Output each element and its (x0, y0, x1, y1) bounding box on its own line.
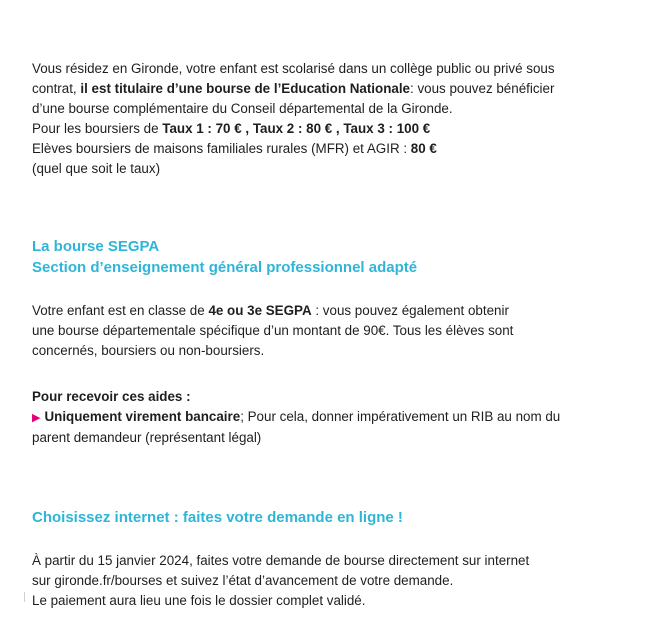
segpa-heading-line-2: Section d’enseignement général professionnel adapté (32, 259, 418, 276)
segpa-line-3: concernés, boursiers ou non-boursiers. (32, 343, 265, 358)
aides-title (32, 387, 632, 407)
segpa-line-1-end: : vous pouvez également obtenir (311, 303, 509, 318)
intro-line-5-start: Elèves boursiers de maisons familiales rurales (MFR) et AGIR : (32, 141, 411, 156)
internet-line-1: À partir du 15 janvier 2024, faites votre demande de bourse directement sur internet (32, 553, 530, 568)
segpa-paragraph (32, 301, 632, 361)
intro-line-5 (32, 139, 632, 159)
internet-line-2: sur gironde.fr/bourses et suivez l’état d’avancement de votre demande. (32, 573, 454, 588)
internet-paragraph (32, 551, 632, 611)
intro-line-1: Vous résidez en Gironde, votre enfant est scolarisé dans un collège public ou privé sous (32, 61, 555, 76)
intro-line-6: (quel que soit le taux) (32, 161, 161, 176)
segpa-classes: 4e ou 3e SEGPA (208, 303, 312, 318)
segpa-line-1 (32, 301, 632, 321)
segpa-heading (32, 236, 417, 278)
intro-line-3: d’une bourse complémentaire du Conseil départemental de la Gironde. (32, 101, 453, 116)
intro-line-4 (32, 119, 632, 139)
intro-line-2-start: contrat, (32, 81, 81, 96)
aides-line-1-end: ; Pour cela, donner impérativement un RIB au nom du (240, 409, 561, 424)
intro-paragraph (32, 59, 632, 179)
internet-heading: Choisissez internet : faites votre demande en ligne ! (32, 509, 403, 526)
intro-mfr-amount: 80 € (410, 141, 437, 156)
intro-line-2-end: : vous pouvez bénéficier (410, 81, 555, 96)
intro-rates: Taux 1 : 70 € , Taux 2 : 80 € , Taux 3 : 100 € (162, 121, 431, 136)
segpa-line-1-start: Votre enfant est en classe de (32, 303, 209, 318)
intro-line-2-bold: il est titulaire d’une bourse de l’Education Nationale (80, 81, 411, 96)
segpa-line-2: une bourse départementale spécifique d’un montant de 90€. Tous les élèves sont (32, 323, 514, 338)
internet-line-3: Le paiement aura lieu une fois le dossier complet validé. (32, 593, 366, 608)
segpa-heading-line-1: La bourse SEGPA (32, 238, 160, 255)
aides-title-text: Pour recevoir ces aides : (32, 389, 191, 404)
aides-line-1 (32, 407, 632, 428)
triangle-right-icon: ▶ (32, 412, 41, 424)
aides-paragraph (32, 387, 632, 448)
intro-line-2 (32, 79, 632, 99)
aides-payment-method: Uniquement virement bancaire (44, 409, 241, 424)
scan-mark (24, 592, 25, 602)
intro-line-4-start: Pour les boursiers de (32, 121, 163, 136)
aides-line-2: parent demandeur (représentant légal) (32, 430, 262, 445)
